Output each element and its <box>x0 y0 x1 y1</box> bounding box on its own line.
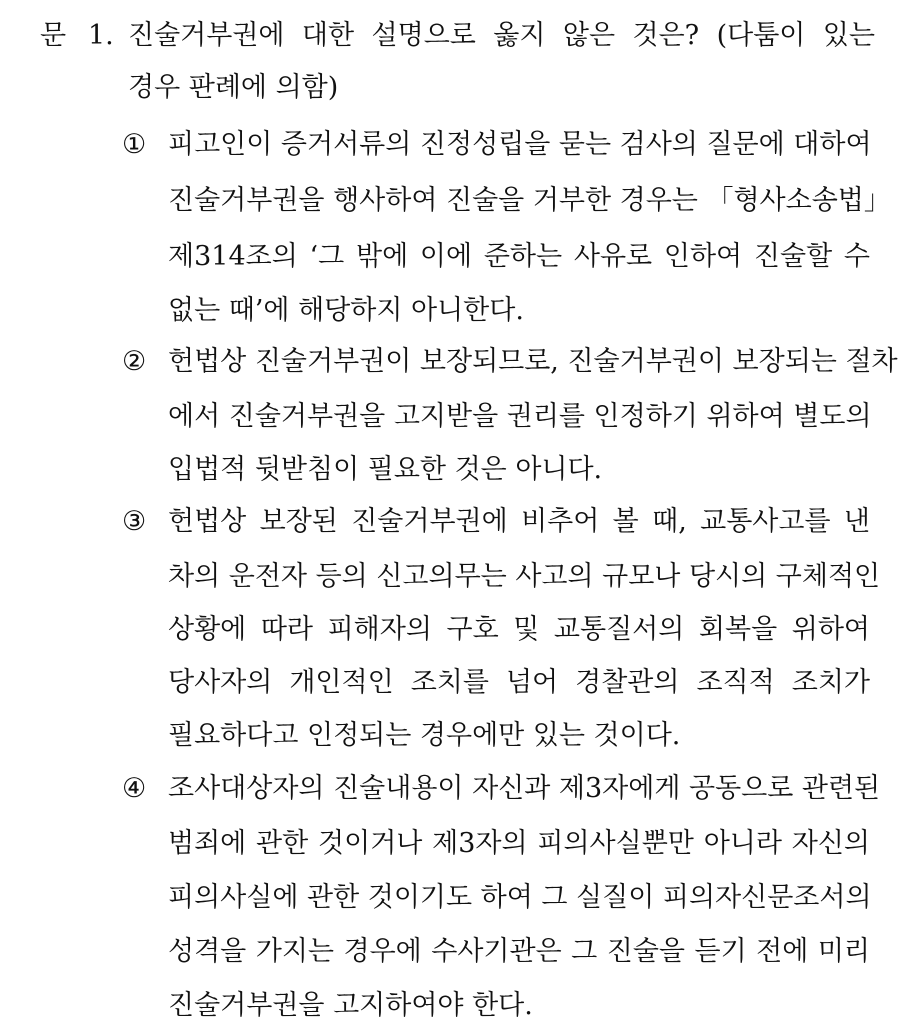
question-stem-line-2: 경우 판례에 의함) <box>128 72 339 103</box>
option-2-line-1: 헌법상 진술거부권이 보장되므로, 진술거부권이 보장되는 절차 <box>168 346 898 377</box>
question-stem-line-1: 진술거부권에 대한 설명으로 옳지 않은 것은? (다툼이 있는 <box>128 20 875 51</box>
option-2-marker: ② <box>122 346 147 377</box>
option-1-line-4: 없는 때’에 해당하지 아니한다. <box>168 295 524 326</box>
option-3-line-4: 당사자의 개인적인 조치를 넘어 경찰관의 조직적 조치가 <box>168 667 870 698</box>
option-1-line-2: 진술거부권을 행사하여 진술을 거부한 경우는 「형사소송법」 <box>168 185 891 216</box>
option-4-marker: ④ <box>122 773 147 804</box>
option-3-line-2: 차의 운전자 등의 신고의무는 사고의 규모나 당시의 구체적인 <box>168 561 881 592</box>
option-4-line-3: 피의사실에 관한 것이기도 하여 그 실질이 피의자신문조서의 <box>168 882 872 913</box>
option-3-line-3: 상황에 따라 피해자의 구호 및 교통질서의 회복을 위하여 <box>168 614 870 645</box>
option-3-marker: ③ <box>122 506 147 537</box>
option-1-line-1: 피고인이 증거서류의 진정성립을 묻는 검사의 질문에 대하여 <box>168 129 872 160</box>
option-2-line-3: 입법적 뒷받침이 필요한 것은 아니다. <box>168 454 603 485</box>
question-marker: 문 <box>40 20 67 51</box>
question-number: 1. <box>88 20 114 51</box>
option-4-line-2: 범죄에 관한 것이거나 제3자의 피의사실뿐만 아니라 자신의 <box>168 828 870 859</box>
option-2-line-2: 에서 진술거부권을 고지받을 권리를 인정하기 위하여 별도의 <box>168 401 872 432</box>
option-1-marker: ① <box>122 129 147 160</box>
option-3-line-5: 필요하다고 인정되는 경우에만 있는 것이다. <box>168 720 681 751</box>
option-4-line-4: 성격을 가지는 경우에 수사기관은 그 진술을 듣기 전에 미리 <box>168 936 870 967</box>
option-1-line-3: 제314조의 ‘그 밖에 이에 준하는 사유로 인하여 진술할 수 <box>168 241 870 272</box>
option-4-line-5: 진술거부권을 고지하여야 한다. <box>168 990 533 1021</box>
option-4-line-1: 조사대상자의 진술내용이 자신과 제3자에게 공동으로 관련된 <box>168 773 881 804</box>
option-3-line-1: 헌법상 보장된 진술거부권에 비추어 볼 때, 교통사고를 낸 <box>168 506 870 537</box>
